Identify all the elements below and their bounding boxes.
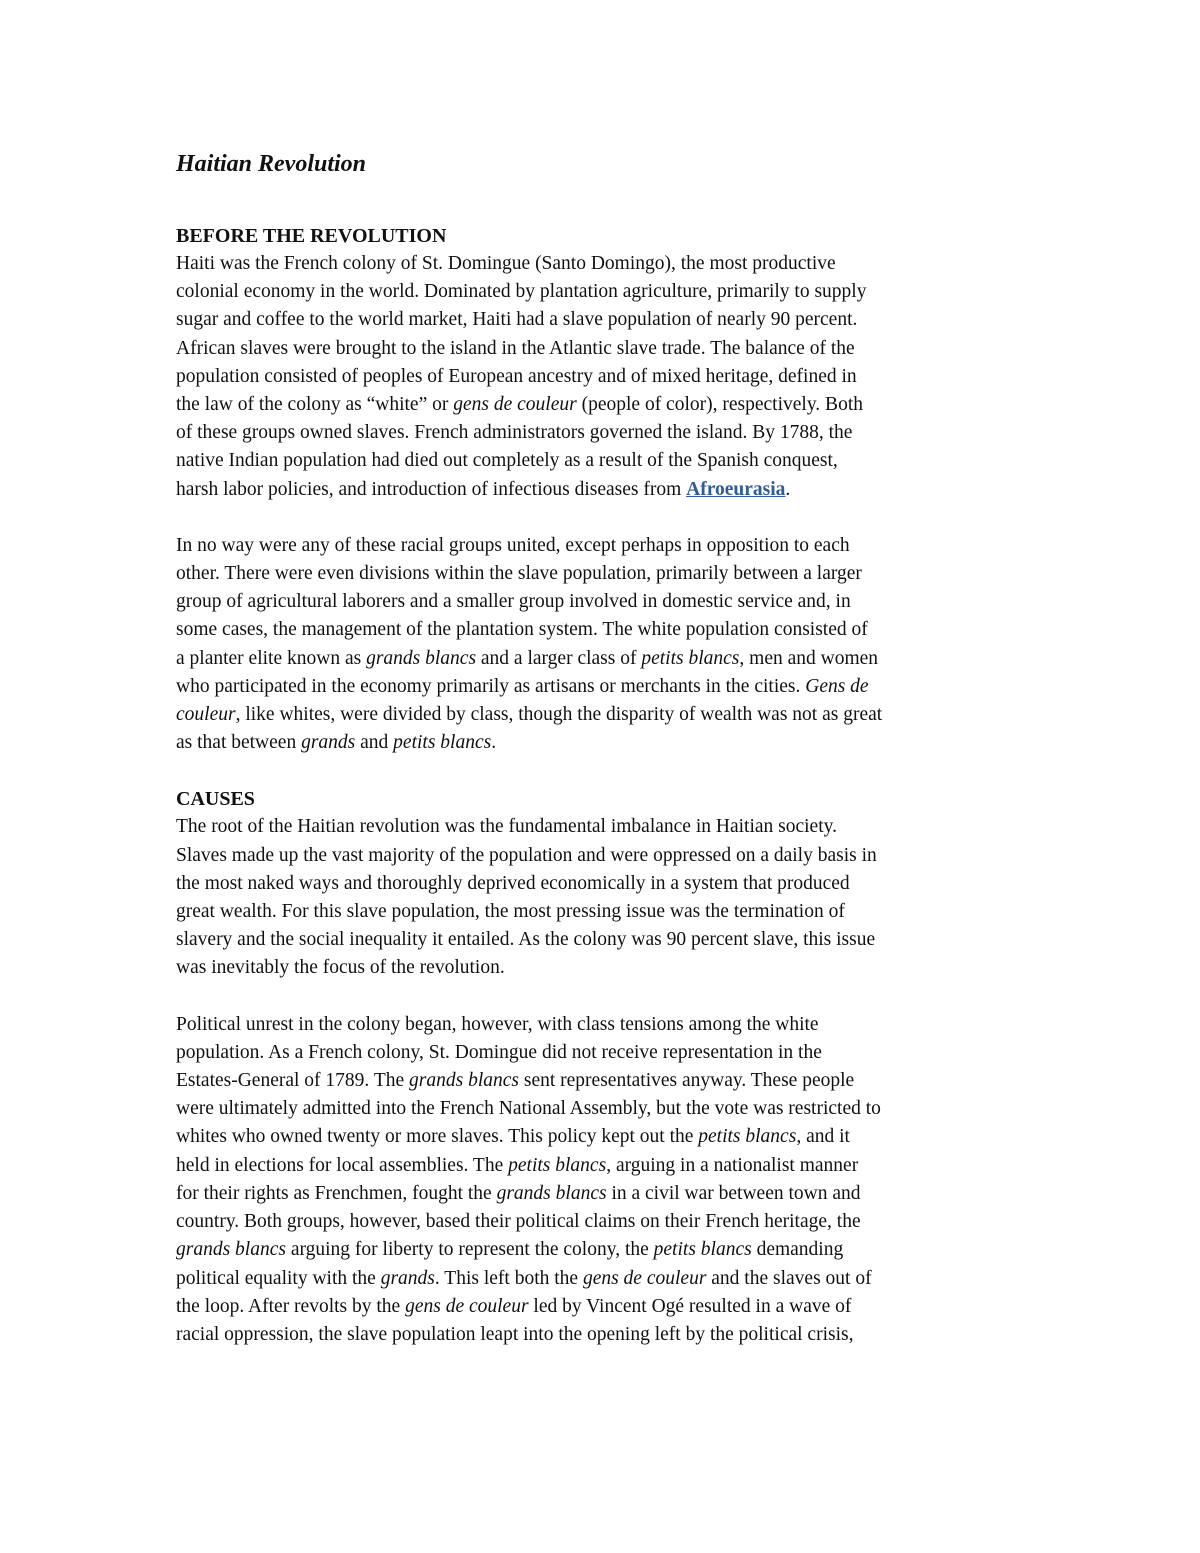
text-line [176,898,1036,926]
text-line [176,335,1036,363]
text-line [176,1208,1036,1236]
text-run: , men and women [739,647,879,669]
text-line [176,701,1036,729]
paragraph [176,1011,1036,1349]
text-line [176,616,1036,644]
text-line [176,926,1036,954]
document-sections [176,222,1036,1349]
text-line [176,588,1036,616]
text-run: , arguing in a nationalist manner [606,1154,859,1176]
italic-term: grands blancs [409,1070,519,1092]
text-run: Political unrest in the colony began, however, with class tensions among the white [176,1013,819,1035]
text-line [176,1067,1036,1095]
text-run: country. Both groups, however, based their political claims on their French heritage, the [176,1211,861,1233]
italic-term: gens de couleur [582,1267,707,1289]
section-spacer [176,757,1036,785]
text-run: was inevitably the focus of the revolution. [176,957,505,979]
text-line [176,532,1036,560]
text-run: and the slaves out of [706,1267,872,1289]
text-line [176,1293,1036,1321]
text-run: population consisted of peoples of European ancestry and of mixed heritage, defined in [176,365,857,387]
italic-term: petits blancs [641,647,740,669]
text-line [176,363,1036,391]
text-run: demanding [751,1239,844,1261]
text-run: led by Vincent Ogé resulted in a wave of [528,1295,852,1317]
document-content [176,148,1036,1349]
text-run: In no way were any of these racial groups united, except perhaps in opposition to each [176,534,850,556]
text-line [176,391,1036,419]
text-line [176,870,1036,898]
text-run: Slaves made up the vast majority of the population and were oppressed on a daily basis in [176,844,877,866]
text-line [176,842,1036,870]
italic-term: petits blancs [653,1239,752,1261]
text-run: a planter elite known as [176,647,367,669]
section-heading: BEFORE THE REVOLUTION [176,225,447,247]
section-heading: CAUSES [176,788,255,811]
text-run: . This left both the [434,1267,583,1289]
text-line [176,645,1036,673]
text-run: racial oppression, the slave population leapt into the opening left by the political crisis, [176,1323,854,1345]
title-spacer [176,180,1036,222]
italic-term: Gens de [805,675,869,697]
text-run: political equality with the [176,1267,381,1289]
text-run: the most naked ways and thoroughly deprived economically in a system that produced [176,872,850,894]
italic-term: grands blancs [496,1182,607,1204]
text-line [176,560,1036,588]
text-line [176,1180,1036,1208]
text-line [176,1321,1036,1349]
text-run: the law of the colony as “white” or [176,394,454,416]
italic-term: petits blancs [393,732,492,754]
text-run: the loop. After revolts by the [176,1295,406,1317]
italic-term: couleur [176,704,236,726]
text-line [176,1236,1036,1264]
text-run: . [491,732,497,754]
italic-term: gens de couleur [405,1295,529,1317]
paragraph-spacer [176,983,1036,1011]
text-line [176,1152,1036,1180]
text-run: were ultimately admitted into the French National Assembly, but the vote was restricted to [176,1098,881,1120]
paragraph-spacer [176,504,1036,532]
text-line [176,1095,1036,1123]
text-run: and a larger class of [476,647,642,669]
text-run: harsh labor policies, and introduction of infectious diseases from [176,478,687,500]
text-run: Estates-General of 1789. The [176,1070,410,1092]
italic-term: grands [380,1267,435,1289]
text-line [176,447,1036,475]
text-run: held in elections for local assemblies. The [176,1154,509,1176]
text-run: of these groups owned slaves. French administrators governed the island. By 1788, the [176,422,853,444]
text-run: population. As a French colony, St. Domingue did not receive representation in the [176,1041,822,1063]
text-line [176,813,1036,841]
italic-term: gens de couleur [453,394,577,416]
text-line [176,729,1036,757]
text-line [176,306,1036,334]
text-line [176,476,1036,504]
text-run: Haiti was the French colony of St. Domingue (Santo Domingo), the most productive [176,253,836,274]
text-run: for their rights as Frenchmen, fought the [176,1182,497,1204]
paragraph [176,813,1036,982]
paragraph [176,532,1036,758]
text-line [176,419,1036,447]
text-run: in a civil war between town and [606,1182,861,1204]
text-run: and [355,732,394,754]
italic-term: petits blancs [698,1126,797,1148]
text-run: some cases, the management of the plantation system. The white population consisted of [176,619,868,641]
text-line [176,954,1036,982]
text-run: sugar and coffee to the world market, Haiti had a slave population of nearly 90 percent. [176,309,858,331]
text-run: whites who owned twenty or more slaves. This policy kept out the [176,1126,699,1148]
text-run: . [785,478,791,500]
document-title: Haitian Revolution [176,151,367,177]
text-run: colonial economy in the world. Dominated by plantation agriculture, primarily to supply [176,281,867,303]
text-run: group of agricultural laborers and a smaller group involved in domestic service and, in [176,591,851,613]
afroeurasia-link[interactable]: Afroeurasia [686,478,786,500]
text-run: great wealth. For this slave population, the most pressing issue was the termination of [176,901,845,923]
italic-term: grands [301,732,356,754]
text-run: , and it [796,1126,850,1148]
text-line [176,1123,1036,1151]
italic-term: grands blancs [366,647,477,669]
text-line [176,278,1036,306]
text-line [176,673,1036,701]
text-run: who participated in the economy primarily as artisans or merchants in the cities. [176,675,806,697]
text-run: (people of color), respectively. Both [576,394,863,416]
text-run: The root of the Haitian revolution was the fundamental imbalance in Haitian society. [176,816,837,838]
text-run: African slaves were brought to the island in the Atlantic slave trade. The balance of the [176,337,855,359]
text-run: arguing for liberty to represent the colony, the [285,1239,654,1261]
text-line [176,1039,1036,1067]
text-run: native Indian population had died out completely as a result of the Spanish conquest, [176,450,838,472]
text-run: sent representatives anyway. These people [519,1070,855,1092]
paragraph [176,250,1036,504]
text-run: as that between [176,732,302,754]
text-run: other. There were even divisions within the slave population, primarily between a larger [176,563,862,585]
text-run: slavery and the social inequality it entailed. As the colony was 90 percent slave, this issue [176,929,876,951]
text-line [176,1265,1036,1293]
text-line [176,1011,1036,1039]
text-line [176,250,1036,278]
text-run: , like whites, were divided by class, though the disparity of wealth was not as great [235,704,883,726]
italic-term: petits blancs [508,1154,607,1176]
italic-term: grands blancs [176,1239,286,1261]
